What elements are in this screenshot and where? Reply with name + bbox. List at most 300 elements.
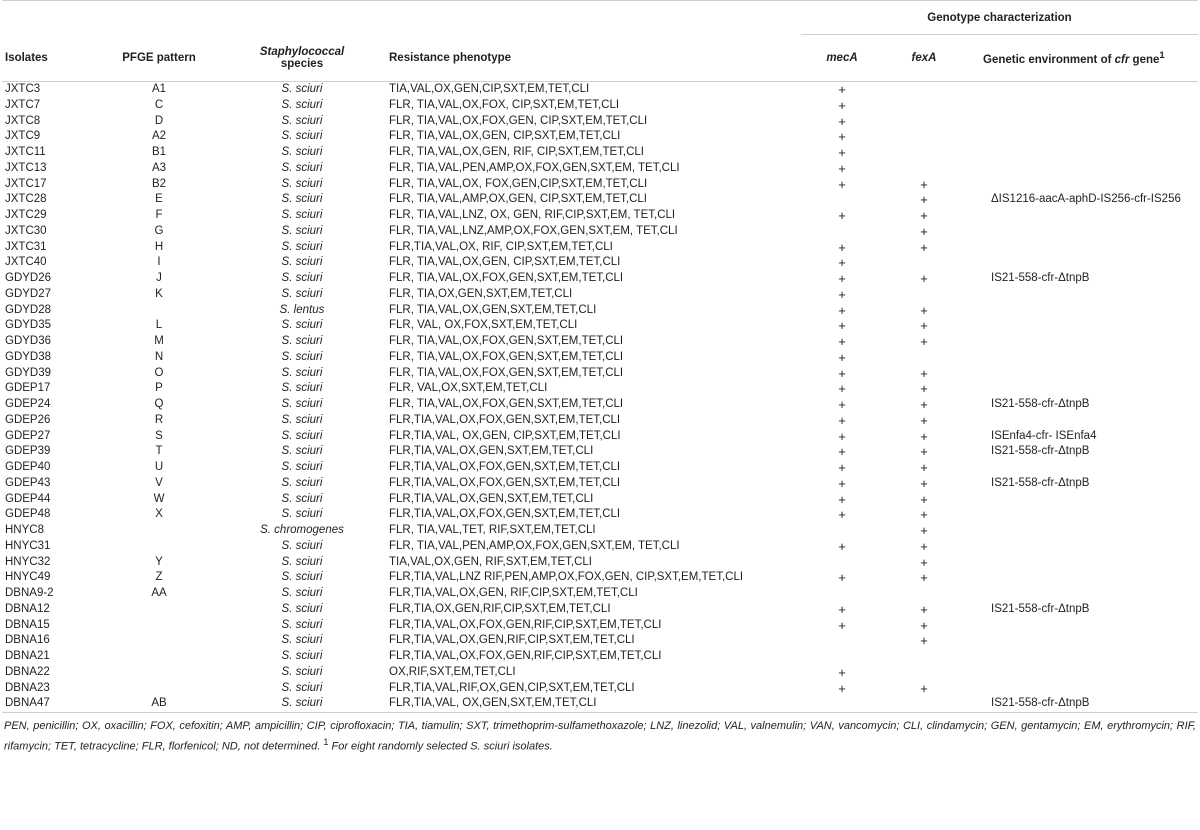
isolate-cell: HNYC31 — [5, 539, 51, 552]
species-cell: S. sciuri — [281, 681, 323, 694]
table-header — [2, 1, 1198, 82]
meca-cell: + — [838, 97, 846, 113]
meca-cell: + — [838, 444, 846, 460]
meca-cell: + — [838, 365, 846, 381]
resistance-cell: FLR, TIA,VAL,OX,FOX,GEN,SXT,EM,TET,CLI — [389, 366, 624, 379]
isolate-cell: DBNA47 — [2, 696, 100, 712]
meca-cell: + — [838, 271, 846, 286]
species-cell: S. sciuri — [281, 287, 323, 300]
pfge-cell: J — [156, 272, 162, 284]
table-row — [2, 240, 1198, 256]
species-cell: S. sciuri — [281, 539, 323, 552]
meca-cell: + — [838, 381, 846, 397]
env-cell — [965, 303, 1198, 319]
table-row — [2, 476, 1198, 492]
fexa-cell: + — [920, 208, 928, 223]
meca-cell: + — [838, 239, 846, 255]
resistance-cell: FLR,TIA,VAL,OX,GEN,SXT,EM,TET,CLI — [389, 492, 594, 505]
pfge-cell: D — [154, 114, 164, 127]
isolate-cell: DBNA22 — [5, 665, 50, 678]
meca-cell — [801, 696, 883, 712]
pfge-cell: N — [154, 350, 164, 363]
resistance-cell: FLR,TIA,VAL,OX,FOX,GEN,RIF,CIP,SXT,EM,TET,CLI — [389, 650, 662, 662]
species-cell: S. sciuri — [281, 256, 323, 269]
pfge-cell: A2 — [151, 130, 167, 143]
fexa-cell — [883, 161, 965, 177]
meca-cell: + — [838, 475, 846, 491]
env-cell — [965, 98, 1198, 114]
fexa-cell: + — [920, 302, 928, 318]
species-cell: S. sciuri — [281, 193, 323, 206]
table-row — [2, 618, 1198, 634]
col-fexa: fexA — [883, 35, 965, 82]
col-env-prefix: Genetic environment of — [983, 53, 1115, 66]
table-row — [2, 696, 1198, 712]
isolate-cell: JXTC11 — [5, 146, 46, 158]
species-cell: S. sciuri — [281, 209, 323, 221]
meca-cell: + — [838, 570, 846, 586]
pfge-cell — [100, 681, 218, 697]
resistance-cell: FLR, TIA,VAL,PEN,AMP,OX,FOX,GEN,SXT,EM, TET,CLI — [389, 161, 680, 174]
resistance-cell: FLR,TIA,VAL,OX,FOX,GEN,RIF,CIP,SXT,EM,TET,CLI — [389, 618, 662, 631]
env-cell — [965, 618, 1198, 634]
meca-cell — [801, 586, 883, 602]
fexa-cell: + — [920, 507, 928, 523]
species-cell: S. chromogenes — [260, 524, 344, 536]
pfge-cell: F — [155, 209, 163, 221]
table-row — [2, 366, 1198, 382]
pfge-cell: H — [154, 240, 164, 253]
resistance-cell: FLR, TIA,VAL,OX,GEN, RIF, CIP,SXT,EM,TET,CLI — [389, 146, 644, 158]
isolate-cell: DBNA9-2 — [5, 587, 54, 599]
pfge-cell: I — [157, 256, 161, 269]
meca-cell — [801, 523, 883, 539]
env-cell — [965, 129, 1198, 145]
meca-cell: + — [838, 491, 846, 507]
env-cell: ΔIS1216-aacA-aphD-IS256-cfr-IS256 — [991, 193, 1181, 206]
table-row — [2, 82, 1198, 98]
species-cell: S. sciuri — [281, 461, 323, 473]
table-row — [2, 633, 1198, 649]
fexa-cell: + — [920, 318, 928, 334]
resistance-cell: FLR, VAL,OX,SXT,EM,TET,CLI — [389, 382, 548, 395]
meca-cell: + — [838, 334, 846, 349]
resistance-cell: FLR,TIA,VAL,OX,GEN,RIF,CIP,SXT,EM,TET,CLI — [389, 634, 635, 647]
isolate-cell: JXTC8 — [5, 114, 41, 127]
meca-cell: + — [838, 82, 846, 97]
isolate-cell: JXTC7 — [5, 98, 41, 111]
species-cell: S. sciuri — [281, 476, 323, 489]
fexa-cell — [883, 287, 965, 303]
resistance-cell: FLR,TIA,OX,GEN,RIF,CIP,SXT,EM,TET,CLI — [389, 602, 611, 615]
meca-cell: + — [838, 255, 846, 271]
resistance-cell: FLR,TIA,VAL,LNZ RIF,PEN,AMP,OX,FOX,GEN, CIP,SXT,EM,TET,CLI — [389, 571, 744, 584]
meca-cell: + — [838, 318, 846, 334]
fexa-cell: + — [920, 538, 928, 554]
pfge-cell: A1 — [151, 83, 167, 95]
resistance-cell: FLR, VAL, OX,FOX,SXT,EM,TET,CLI — [389, 319, 578, 332]
species-cell: S. sciuri — [281, 366, 323, 379]
meca-cell — [801, 649, 883, 665]
table-row — [2, 460, 1198, 476]
isolate-cell: GDEP40 — [5, 461, 51, 473]
env-cell — [965, 681, 1198, 697]
isolate-cell: JXTC9 — [5, 130, 41, 143]
env-cell — [965, 665, 1198, 681]
species-cell: S. sciuri — [281, 445, 323, 458]
isolates-table — [2, 0, 1198, 713]
isolate-cell: GDEP48 — [5, 508, 51, 521]
table-row — [2, 555, 1198, 571]
env-cell — [965, 366, 1198, 382]
env-cell — [965, 318, 1198, 334]
fexa-cell: + — [920, 176, 928, 192]
isolate-cell: JXTC3 — [5, 83, 41, 95]
fexa-cell: + — [920, 491, 928, 507]
pfge-cell — [100, 633, 218, 649]
fexa-cell: + — [920, 428, 928, 444]
species-cell: S. sciuri — [281, 224, 323, 237]
species-cell: S. sciuri — [218, 696, 386, 712]
fexa-cell: + — [920, 192, 928, 208]
fexa-cell: + — [920, 381, 928, 397]
species-cell: S. sciuri — [281, 650, 323, 662]
fexa-cell: + — [920, 460, 928, 475]
isolate-cell: GDEP27 — [5, 429, 51, 442]
env-cell — [965, 539, 1198, 555]
col-env-sup: 1 — [1159, 50, 1165, 62]
pfge-cell: E — [155, 193, 163, 206]
pfge-cell: K — [155, 287, 163, 300]
env-cell — [965, 586, 1198, 602]
species-cell: S. sciuri — [281, 429, 323, 442]
env-cell: IS21-558-cfr-ΔtnpB — [991, 272, 1090, 284]
resistance-cell: TIA,VAL,OX,GEN, RIF,SXT,EM,TET,CLI — [389, 555, 592, 568]
pfge-cell — [100, 523, 218, 539]
fexa-cell: + — [920, 412, 928, 428]
env-cell — [965, 633, 1198, 649]
env-cell — [965, 492, 1198, 508]
pfge-cell: Y — [155, 555, 163, 568]
resistance-cell: FLR,TIA,VAL,RIF,OX,GEN,CIP,SXT,EM,TET,CLI — [389, 681, 635, 694]
pfge-cell — [100, 303, 218, 319]
env-cell — [965, 240, 1198, 256]
footnote-marker: 1 — [323, 736, 329, 747]
table-row — [2, 129, 1198, 145]
table-row — [2, 539, 1198, 555]
fexa-cell: + — [920, 633, 928, 649]
fexa-cell: + — [920, 554, 928, 570]
table-row — [2, 334, 1198, 350]
footnote-abbrev: PEN, penicillin; OX, oxacillin; FOX, cefoxitin; AMP, ampicillin; CIP, ciprofloxacin; TIA, tiamulin; SXT, trimethoprim-sulfamethoxazole; LNZ, linezolid; VAL, valnemulin; VAN, vancomycin; CLI, clindamycin; GEN, gentamycin; EM, erythromycin; RIF, rifamycin; TET, tetracycline; FLR, florfenicol; ND, not determined. — [4, 720, 1196, 753]
resistance-cell: FLR, TIA,VAL,OX,FOX,GEN,SXT,EM,TET,CLI — [389, 272, 624, 284]
col-env — [965, 35, 1198, 82]
resistance-cell: FLR, TIA,VAL,OX, FOX,GEN,CIP,SXT,EM,TET,CLI — [389, 177, 648, 190]
resistance-cell: FLR, TIA,VAL,LNZ, OX, GEN, RIF,CIP,SXT,EM, TET,CLI — [389, 209, 676, 221]
fexa-cell — [883, 114, 965, 130]
isolate-cell: DBNA21 — [5, 650, 50, 662]
table-row — [2, 192, 1198, 208]
species-cell: S. sciuri — [281, 240, 323, 253]
meca-cell: + — [838, 208, 846, 223]
env-cell — [965, 161, 1198, 177]
col-species-italic: Staphylococcal — [259, 45, 345, 58]
fexa-cell — [883, 696, 965, 712]
pfge-cell: U — [154, 461, 164, 473]
env-cell — [965, 460, 1198, 476]
table-footnote — [4, 719, 1196, 755]
meca-cell — [801, 633, 883, 649]
col-species — [218, 35, 386, 82]
meca-cell: + — [838, 412, 846, 428]
meca-cell: + — [838, 428, 846, 444]
meca-cell: + — [838, 397, 846, 412]
species-cell: S. sciuri — [281, 177, 323, 190]
species-cell: S. sciuri — [281, 602, 323, 615]
env-cell: ISEnfa4-cfr- ISEnfa4 — [991, 429, 1097, 442]
col-env-gene: cfr — [1114, 53, 1130, 66]
env-cell — [965, 82, 1198, 98]
species-cell: S. sciuri — [281, 398, 323, 410]
fexa-cell — [883, 82, 965, 98]
isolate-cell: DBNA16 — [5, 634, 50, 647]
species-cell: S. sciuri — [281, 634, 323, 647]
pfge-cell: P — [155, 382, 163, 395]
species-cell: S. lentus — [279, 303, 325, 316]
env-cell: IS21-558-cfr-ΔtnpB — [991, 476, 1090, 489]
table-row — [2, 177, 1198, 193]
isolate-cell: HNYC49 — [5, 571, 51, 584]
meca-cell: + — [838, 538, 846, 554]
pfge-cell: B1 — [151, 146, 167, 158]
species-cell: S. sciuri — [281, 272, 323, 284]
isolate-cell: GDEP17 — [5, 382, 51, 395]
pfge-cell: V — [155, 476, 163, 489]
table-row — [2, 523, 1198, 539]
resistance-cell: FLR,TIA,VAL,OX,GEN, RIF,CIP,SXT,EM,TET,CLI — [389, 587, 638, 599]
env-cell: IS21-558-cfr-ΔtnpB — [991, 445, 1090, 458]
env-cell — [965, 287, 1198, 303]
resistance-cell: FLR, TIA,VAL,OX,GEN, CIP,SXT,EM,TET,CLI — [389, 256, 621, 269]
isolate-cell: GDEP39 — [5, 445, 51, 458]
isolate-cell: HNYC8 — [5, 524, 44, 536]
meca-cell: + — [838, 349, 846, 365]
resistance-cell: FLR,TIA,VAL, OX,GEN,SXT,EM,TET,CLI — [386, 696, 801, 712]
meca-cell: + — [838, 129, 846, 145]
meca-cell — [801, 192, 883, 208]
table-row — [2, 429, 1198, 445]
env-cell: IS21-558-cfr-ΔtnpB — [991, 602, 1090, 615]
table-row — [2, 570, 1198, 586]
table-row — [2, 224, 1198, 240]
isolate-cell: GDEP24 — [5, 398, 51, 410]
resistance-cell: FLR,TIA,VAL,OX,FOX,GEN,SXT,EM,TET,CLI — [389, 413, 621, 426]
isolate-cell: JXTC31 — [5, 240, 47, 253]
fexa-cell: + — [920, 334, 928, 349]
table-row — [2, 318, 1198, 334]
resistance-cell: FLR, TIA,VAL,OX,FOX,GEN,SXT,EM,TET,CLI — [389, 398, 624, 410]
pfge-cell: Q — [154, 398, 164, 410]
species-cell: S. sciuri — [281, 350, 323, 363]
fexa-cell — [883, 145, 965, 161]
table-row — [2, 586, 1198, 602]
table-row — [2, 649, 1198, 665]
meca-cell: + — [838, 680, 846, 696]
table-row — [2, 208, 1198, 224]
resistance-cell: FLR, TIA,VAL,OX,GEN, CIP,SXT,EM,TET,CLI — [389, 130, 621, 143]
footnote-note: For eight randomly selected S. sciuri isolates. — [331, 740, 553, 753]
pfge-cell: B2 — [151, 177, 167, 190]
fexa-cell: + — [920, 617, 928, 633]
isolate-cell: GDEP44 — [5, 492, 51, 505]
env-cell: IS21-558-cfr-ΔtnpB — [991, 398, 1090, 410]
env-cell — [965, 507, 1198, 523]
pfge-cell: AA — [151, 587, 167, 599]
pfge-cell: Z — [155, 571, 163, 584]
meca-cell: + — [838, 601, 846, 617]
fexa-cell — [883, 255, 965, 271]
col-pfge: PFGE pattern — [100, 35, 218, 82]
fexa-cell: + — [920, 570, 928, 586]
fexa-cell: + — [920, 223, 928, 239]
resistance-cell: FLR, TIA,VAL,LNZ,AMP,OX,FOX,GEN,SXT,EM, TET,CLI — [389, 224, 678, 237]
resistance-cell: FLR,TIA,VAL, OX,GEN, CIP,SXT,EM,TET,CLI — [389, 429, 621, 442]
resistance-cell: FLR,TIA,VAL,OX,FOX,GEN,SXT,EM,TET,CLI — [389, 508, 621, 521]
table-body — [2, 82, 1198, 713]
table-row — [2, 287, 1198, 303]
pfge-cell: M — [154, 335, 164, 347]
meca-cell — [801, 224, 883, 240]
env-cell — [965, 114, 1198, 130]
env-cell — [965, 177, 1198, 193]
pfge-cell: A3 — [151, 161, 167, 174]
fexa-cell — [883, 665, 965, 681]
species-cell: S. sciuri — [281, 130, 323, 143]
resistance-cell: FLR, TIA,VAL,PEN,AMP,OX,FOX,GEN,SXT,EM, TET,CLI — [389, 539, 680, 552]
env-cell — [965, 255, 1198, 271]
meca-cell: + — [838, 507, 846, 523]
table-row — [2, 602, 1198, 618]
resistance-cell: FLR, TIA,OX,GEN,SXT,EM,TET,CLI — [389, 287, 573, 300]
species-cell: S. sciuri — [281, 83, 323, 95]
resistance-cell: OX,RIF,SXT,EM,TET,CLI — [389, 665, 516, 678]
species-cell: S. sciuri — [281, 587, 323, 599]
isolate-cell: JXTC29 — [5, 209, 47, 221]
env-cell — [965, 145, 1198, 161]
meca-cell: + — [838, 160, 846, 176]
table-row — [2, 161, 1198, 177]
species-cell: S. sciuri — [281, 146, 323, 158]
pfge-cell: W — [153, 492, 165, 505]
species-cell: S. sciuri — [281, 555, 323, 568]
table-row — [2, 507, 1198, 523]
pfge-cell: L — [155, 319, 163, 332]
meca-cell: + — [838, 113, 846, 129]
col-meca: mecA — [801, 35, 883, 82]
table-row — [2, 681, 1198, 697]
species-cell: S. sciuri — [281, 508, 323, 521]
fexa-cell: + — [920, 397, 928, 412]
table-row — [2, 492, 1198, 508]
env-cell — [965, 523, 1198, 539]
pfge-cell: T — [155, 445, 163, 458]
isolate-cell: GDYD36 — [5, 335, 52, 347]
fexa-cell — [883, 129, 965, 145]
fexa-cell: + — [920, 475, 928, 491]
species-cell: S. sciuri — [281, 382, 323, 395]
resistance-cell: FLR, TIA,VAL,TET, RIF,SXT,EM,TET,CLI — [389, 524, 596, 536]
meca-cell: + — [838, 460, 846, 475]
species-cell: S. sciuri — [281, 413, 323, 426]
table-row — [2, 98, 1198, 114]
isolate-cell: GDYD28 — [5, 303, 52, 316]
col-env-suffix: gene — [1129, 53, 1160, 66]
isolate-cell: DBNA12 — [5, 602, 50, 615]
fexa-cell: + — [920, 365, 928, 381]
env-cell — [965, 208, 1198, 224]
table-row — [2, 381, 1198, 397]
pfge-cell — [100, 539, 218, 555]
meca-cell: + — [838, 286, 846, 302]
fexa-cell — [883, 98, 965, 114]
meca-cell: + — [838, 664, 846, 680]
isolate-cell: HNYC32 — [5, 555, 51, 568]
table-row — [2, 114, 1198, 130]
isolate-cell: JXTC17 — [5, 177, 47, 190]
meca-cell: + — [838, 617, 846, 633]
species-cell: S. sciuri — [281, 571, 323, 584]
resistance-cell: FLR, TIA,VAL,OX,FOX, CIP,SXT,EM,TET,CLI — [389, 98, 620, 111]
env-cell — [965, 570, 1198, 586]
meca-cell: + — [838, 145, 846, 160]
resistance-cell: FLR, TIA,VAL,OX,GEN,SXT,EM,TET,CLI — [389, 303, 597, 316]
col-resistance: Resistance phenotype — [386, 35, 801, 82]
resistance-cell: FLR,TIA,VAL,OX, RIF, CIP,SXT,EM,TET,CLI — [389, 240, 613, 253]
resistance-cell: FLR,TIA,VAL,OX,FOX,GEN,SXT,EM,TET,CLI — [389, 476, 621, 489]
isolate-cell: DBNA23 — [5, 681, 50, 694]
resistance-cell: FLR, TIA,VAL,AMP,OX,GEN, CIP,SXT,EM,TET,CLI — [389, 193, 647, 206]
pfge-cell — [100, 618, 218, 634]
env-cell — [965, 413, 1198, 429]
env-cell — [965, 381, 1198, 397]
pfge-cell — [100, 665, 218, 681]
resistance-cell: TIA,VAL,OX,GEN,CIP,SXT,EM,TET,CLI — [389, 83, 590, 95]
table-row — [2, 665, 1198, 681]
fexa-cell: + — [920, 601, 928, 617]
isolate-cell: GDYD26 — [5, 272, 52, 284]
fexa-cell — [883, 350, 965, 366]
isolate-cell: GDEP43 — [5, 476, 51, 489]
env-cell — [965, 334, 1198, 350]
species-cell: S. sciuri — [281, 161, 323, 174]
resistance-cell: FLR, TIA,VAL,OX,FOX,GEN,SXT,EM,TET,CLI — [389, 350, 624, 363]
pfge-cell: C — [154, 98, 164, 111]
table-row — [2, 444, 1198, 460]
isolate-cell: GDYD39 — [5, 366, 52, 379]
col-isolates: Isolates — [2, 35, 100, 82]
table-row — [2, 255, 1198, 271]
fexa-cell: + — [920, 523, 928, 538]
species-cell: S. sciuri — [281, 98, 323, 111]
pfge-cell: R — [154, 413, 164, 426]
fexa-cell — [883, 649, 965, 665]
fexa-cell: + — [920, 444, 928, 460]
meca-cell: + — [838, 302, 846, 318]
species-cell: S. sciuri — [281, 114, 323, 127]
env-cell — [965, 649, 1198, 665]
pfge-cell: O — [154, 366, 164, 379]
env-cell — [965, 350, 1198, 366]
